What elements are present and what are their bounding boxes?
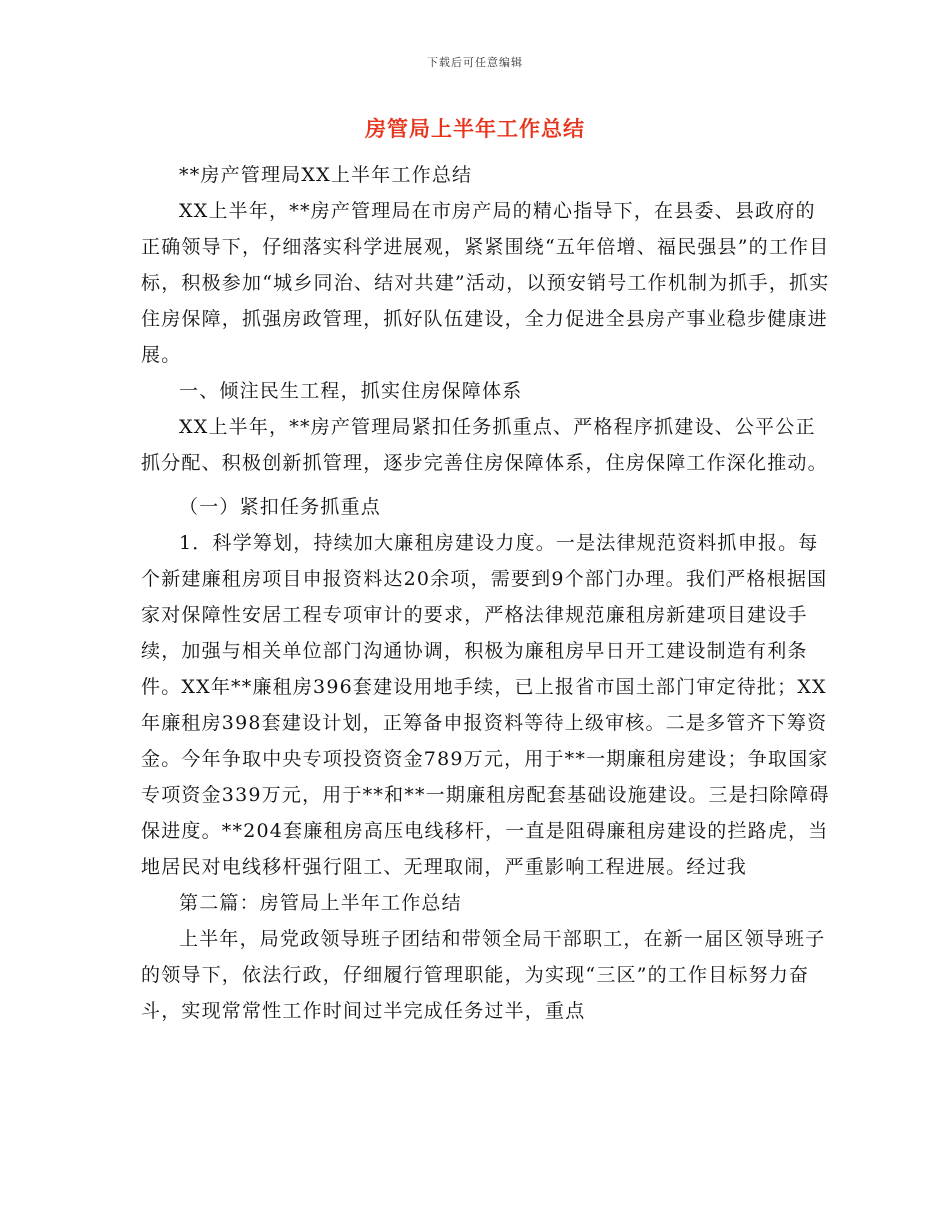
header-note: 下载后可任意编辑 [427,56,523,69]
paragraph-item-1: 1．科学筹划，持续加大廉租房建设力度。一是法律规范资料抓申报。每个新建廉租房项目申报资料达20余项，需要到9个部门办理。我们严格根据国家对保障性安居工程专项审计的要求，严格法律规范廉租房新建项目建设手续，加强与相关单位部门沟通协调，积极为廉租房早日开工建设制造有利条件。XX年**廉租房396套建设用地手续，已上报省市国土部门审定待批；XX年廉租房398套建设计划，正筹备申报资料等待上级审核。二是多管齐下筹资金。今年争取中央专项投资资金789万元，用于**一期廉租房建设；争取国家专项资金339万元，用于**和**一期廉租房配套基础设施建设。三是扫除障碍保进度。**204套廉租房高压电线移杆，一直是阻碍廉租房建设的拦路虎，当地居民对电线移杆强行阻工、无理取闹，严重影响工程进展。经过我 [141,532,830,878]
paragraph-part-two: 上半年，局党政领导班子团结和带领全局干部职工，在新一届区领导班子的领导下，依法行政，仔细履行管理职能，为实现“三区”的工作目标努力奋斗，实现常常性工作时间过半完成任务过半，重点 [141,928,826,1022]
subsection-heading-1: （一）紧扣任务抓重点 [179,496,382,518]
paragraph-subtitle: **房产管理局XX上半年工作总结 [179,164,473,186]
part-two-heading: 第二篇：房管局上半年工作总结 [179,892,462,914]
section-heading-1: 一、倾注民生工程，抓实住房保障体系 [179,380,523,402]
document-body [141,157,831,1029]
document-title: 房管局上半年工作总结 [365,117,585,141]
paragraph-section-1: XX上半年，**房产管理局紧扣任务抓重点、严格程序抓建设、公平公正抓分配、积极创新抓管理，逐步完善住房保障体系，住房保障工作深化推动。 [141,416,828,474]
paragraph-intro: XX上半年，**房产管理局在市房产局的精心指导下，在县委、县政府的正确领导下，仔细落实科学进展观，紧紧围绕“五年倍增、福民强县”的工作目标，积极参加“城乡同治、结对共建”活动，以预安销号工作机制为抓手，抓实住房保障，抓强房政管理，抓好队伍建设，全力促进全县房产事业稳步健康进展。 [141,200,830,366]
